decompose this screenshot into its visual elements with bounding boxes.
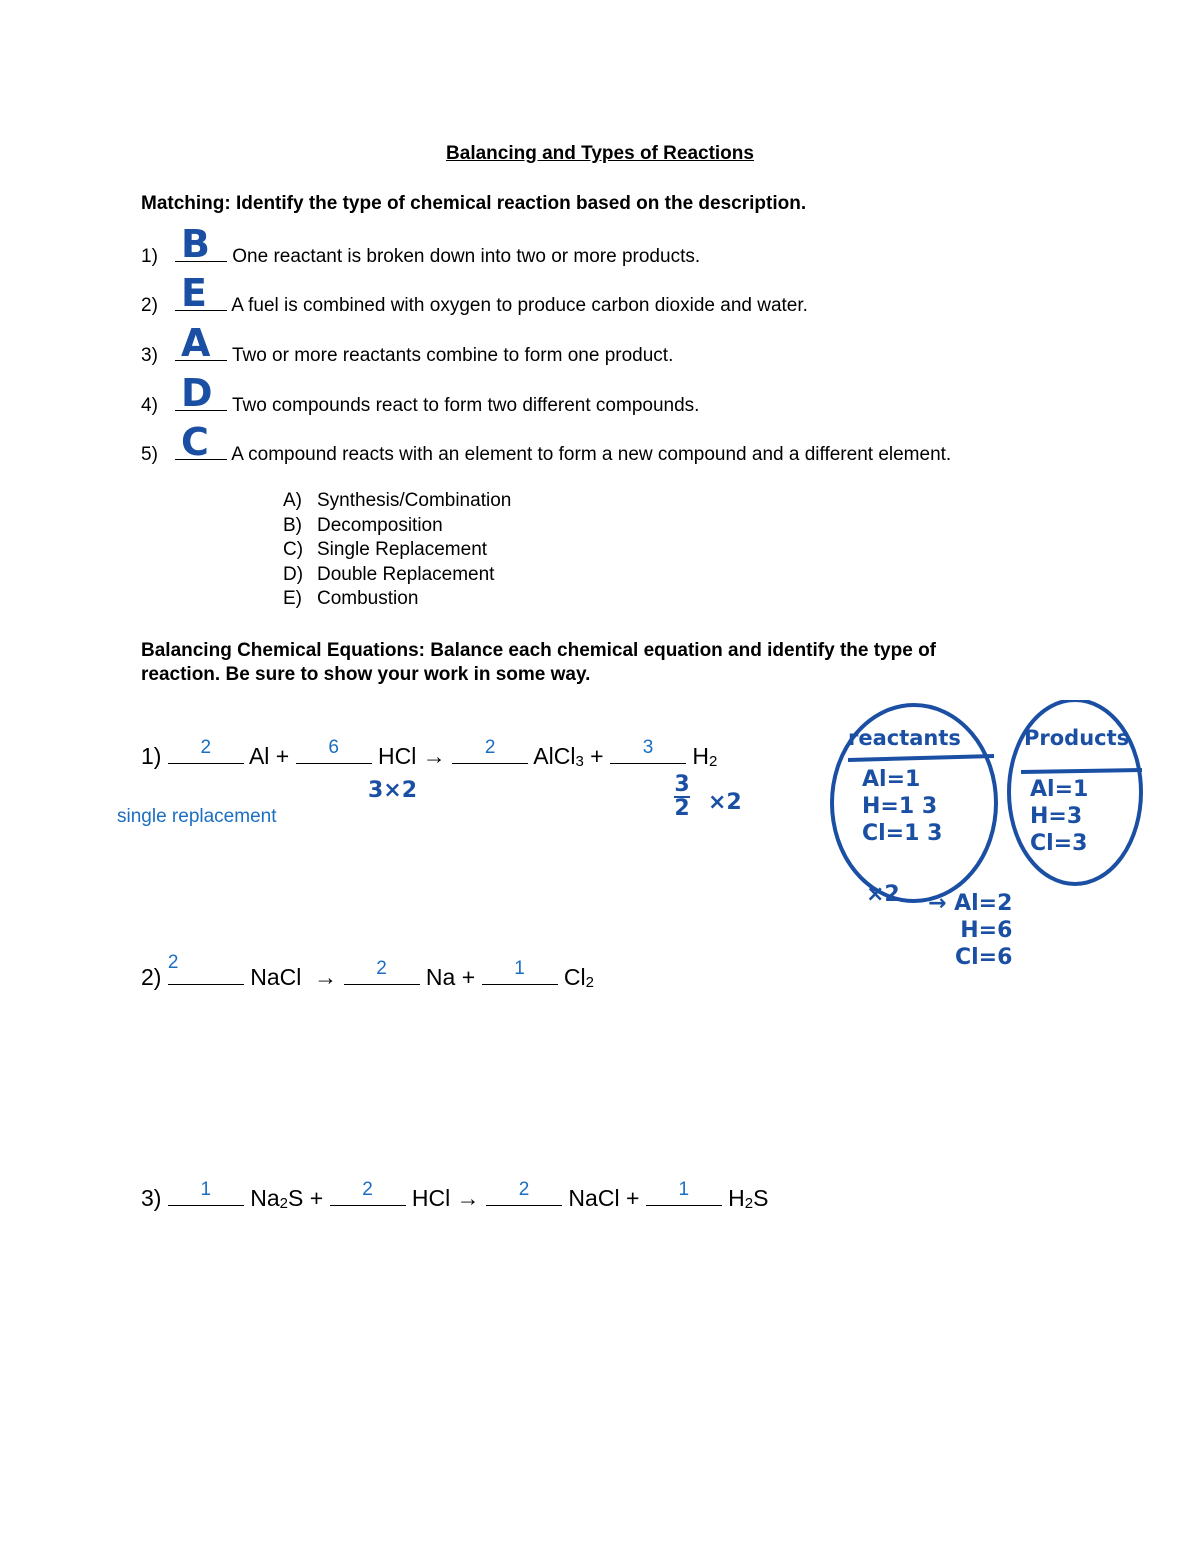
equation-number: 2) <box>141 964 162 990</box>
item-number: 5) <box>141 444 158 465</box>
reactants-label: reactants <box>848 726 961 750</box>
coefficient-answer: 2 <box>167 952 179 973</box>
coefficient-blank[interactable] <box>482 958 558 985</box>
option-item <box>283 587 511 612</box>
atom-count: → Al=2 <box>928 891 1013 916</box>
atom-count: Cl=1 3 <box>862 821 943 846</box>
option-letter: C) <box>283 539 304 560</box>
item-description: A fuel is combined with oxygen to produce carbon dioxide and water. <box>231 295 808 316</box>
item-number: 4) <box>141 395 158 416</box>
handwritten-answer: E <box>181 271 207 315</box>
coefficient-blank[interactable] <box>452 737 528 764</box>
coefficient-answer: 3 <box>642 737 654 758</box>
result-counts <box>928 890 1012 971</box>
handwritten-answer: D <box>181 371 213 415</box>
option-item <box>283 514 511 539</box>
handwritten-answer: A <box>181 321 211 365</box>
item-description: Two compounds react to form two different compounds. <box>231 395 700 416</box>
reaction-type-options <box>283 489 511 612</box>
option-letter: D) <box>283 563 304 585</box>
handwritten-answer: C <box>181 420 209 464</box>
handwritten-work: ×2 <box>708 790 742 815</box>
coefficient-blank[interactable] <box>344 958 420 985</box>
coefficient-blank[interactable] <box>167 952 244 985</box>
equation-1: 1) 2 Al + 6 HCl → 2 AlCl$_3$ + 3 $H_2$ <box>141 737 718 770</box>
answer-blank[interactable] <box>175 321 227 365</box>
coefficient-blank[interactable] <box>168 737 244 764</box>
reactants-underline <box>848 756 994 760</box>
coefficient-blank[interactable] <box>610 737 686 764</box>
products-underline <box>1021 770 1142 772</box>
reaction-type-note: single replacement <box>117 806 277 827</box>
atom-count: Al=1 <box>862 767 921 792</box>
balancing-heading-line2: reaction. Be sure to show your work in some way. <box>141 664 591 685</box>
coefficient-blank[interactable] <box>646 1179 722 1206</box>
atom-count: Cl=3 <box>1030 831 1088 856</box>
option-label: Synthesis/Combination <box>317 490 512 511</box>
products-label: Products <box>1024 726 1130 750</box>
atom-count: H=3 <box>1030 804 1083 829</box>
coefficient-answer: 1 <box>514 958 525 979</box>
equation-2: 2) 2 NaCl → 2 Na + 1 $Cl_2$ <box>141 952 595 991</box>
coefficient-answer: 2 <box>200 737 212 758</box>
coefficient-answer: 2 <box>484 737 496 758</box>
item-description: One reactant is broken down into two or more products. <box>232 246 701 267</box>
option-item <box>283 489 511 514</box>
option-letter: E) <box>283 588 302 609</box>
option-letter: B) <box>283 514 302 536</box>
equation-number: 3) <box>141 1185 162 1211</box>
coefficient-answer: 1 <box>200 1179 212 1200</box>
coefficient-answer: 6 <box>328 737 339 758</box>
handwritten-fraction <box>674 774 690 820</box>
matching-item <box>141 321 674 367</box>
coefficient-answer: 2 <box>376 958 387 979</box>
item-description: Two or more reactants combine to form one product. <box>231 345 674 366</box>
item-description: A compound reacts with an element to form a new compound and a different element. <box>231 444 952 465</box>
coefficient-blank[interactable] <box>330 1179 406 1206</box>
answer-blank[interactable] <box>175 222 227 266</box>
coefficient-answer: 2 <box>362 1179 373 1200</box>
item-number: 1) <box>141 246 158 267</box>
matching-heading: Matching: Identify the type of chemical reaction based on the description. <box>141 193 807 214</box>
products-counts <box>1030 776 1088 857</box>
handwritten-work: 3×2 <box>368 778 418 803</box>
page-title: Balancing and Types of Reactions <box>446 143 754 164</box>
equation-number: 1) <box>141 743 162 769</box>
fraction-numerator: 3 <box>674 772 690 797</box>
option-label: Single Replacement <box>317 539 488 560</box>
atom-count: Al=1 <box>1030 777 1089 802</box>
coefficient-blank[interactable] <box>296 737 372 764</box>
coefficient-blank[interactable] <box>168 1179 244 1206</box>
atom-count: H=1 3 <box>862 794 938 819</box>
atom-count: H=6 <box>960 918 1013 943</box>
handwritten-answer: B <box>181 222 210 266</box>
coefficient-answer: 2 <box>518 1179 530 1200</box>
option-letter: A) <box>283 490 302 511</box>
matching-item <box>141 420 952 466</box>
answer-blank[interactable] <box>175 271 227 315</box>
multiplier-note: ×2 <box>866 882 900 907</box>
matching-item <box>141 222 701 268</box>
option-label: Decomposition <box>317 514 443 536</box>
item-number: 3) <box>141 345 158 366</box>
coefficient-answer: 1 <box>678 1179 690 1200</box>
answer-blank[interactable] <box>175 420 227 464</box>
reactants-counts <box>862 766 942 847</box>
option-item <box>283 538 511 563</box>
atom-count: Cl=6 <box>954 945 1013 970</box>
answer-blank[interactable] <box>175 371 227 415</box>
coefficient-blank[interactable] <box>486 1179 562 1206</box>
equation-3: 3) 1 $Na_2S$ + 2 HCl → 2 NaCl + 1 $H_2S$ <box>141 1179 769 1212</box>
option-item <box>283 563 511 588</box>
matching-item <box>141 371 700 417</box>
matching-item <box>141 271 808 317</box>
option-label: Combustion <box>317 588 419 609</box>
balancing-heading-line1: Balancing Chemical Equations: Balance each chemical equation and identify the type of <box>141 640 937 661</box>
option-label: Double Replacement <box>317 563 495 585</box>
item-number: 2) <box>141 295 158 316</box>
fraction-denominator: 2 <box>674 796 690 821</box>
